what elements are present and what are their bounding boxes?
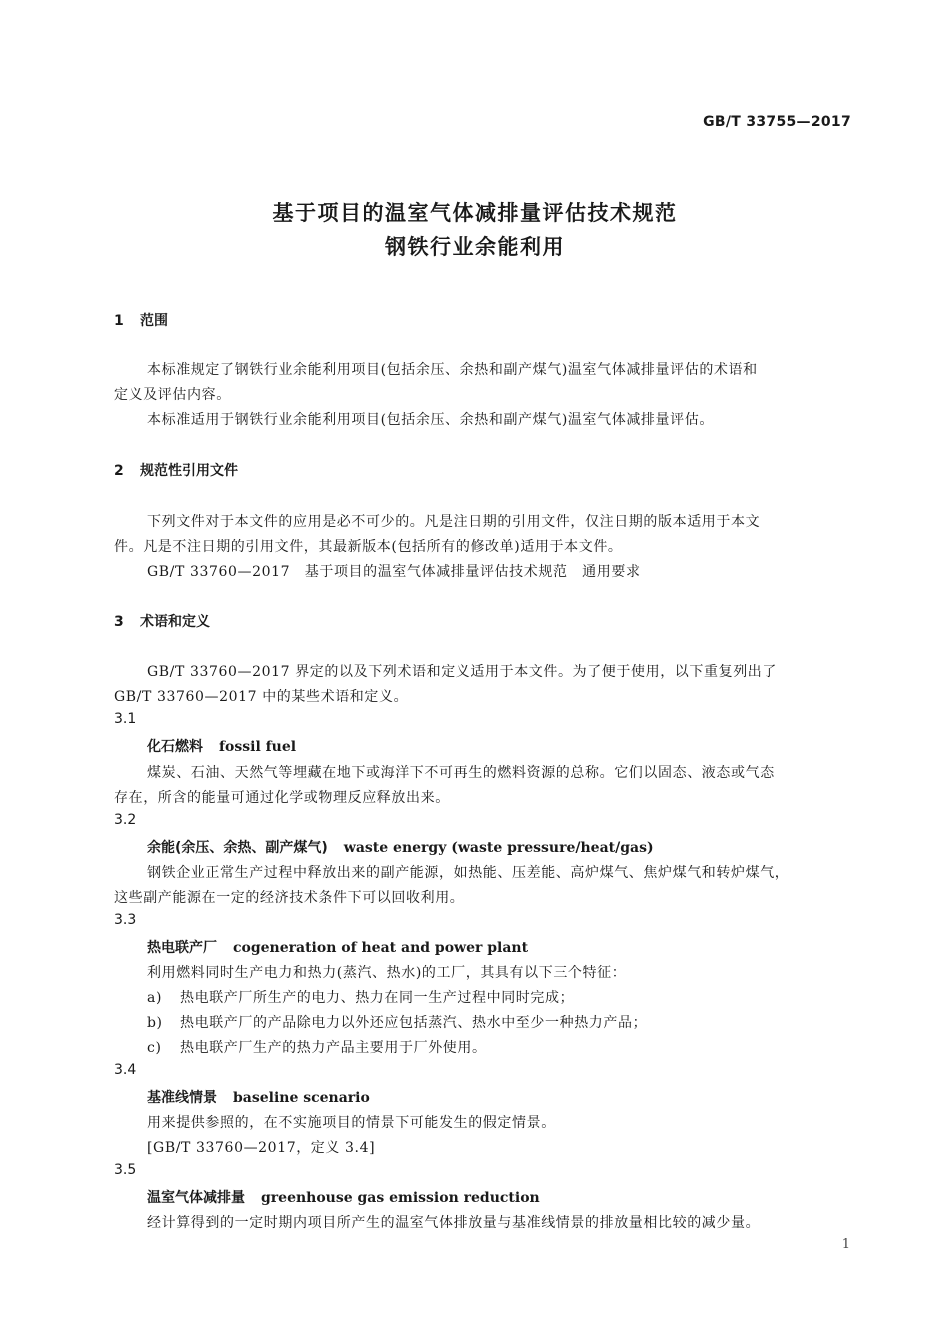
definition-line: 钢铁企业正常生产过程中释放出来的副产能源，如热能、压差能、高炉煤气、焦炉煤气和转炉煤气，: [147, 865, 790, 881]
definition-line: 这些副产能源在一定的经济技术条件下可以回收利用。: [114, 890, 465, 906]
paragraph-line: GB/T 33760—2017 中的某些术语和定义。: [114, 689, 409, 705]
term-heading: [147, 937, 528, 957]
clause-number: 3.3: [114, 912, 137, 928]
definition-line: 存在，所含的能量可通过化学或物理反应释放出来。: [114, 790, 450, 806]
definition-source: [GB/T 33760—2017，定义 3.4]: [147, 1140, 376, 1156]
section-number: 3: [114, 614, 124, 630]
section-title: 规范性引用文件: [140, 463, 238, 479]
normative-reference: GB/T 33760—2017 基于项目的温室气体减排量评估技术规范 通用要求: [147, 564, 641, 580]
term-zh: 基准线情景: [147, 1090, 217, 1106]
term-en: baseline scenario: [233, 1090, 370, 1106]
clause-number: 3.1: [114, 711, 137, 727]
paragraph-line: 本标准适用于钢铁行业余能利用项目(包括余压、余热和副产煤气)温室气体减排量评估。: [147, 412, 714, 428]
section-2-heading: [114, 460, 238, 480]
definition-line: 煤炭、石油、天然气等埋藏在地下或海洋下不可再生的燃料资源的总称。它们以固态、液态或气态: [147, 765, 775, 781]
definition-line: 用来提供参照的，在不实施项目的情景下可能发生的假定情景。: [147, 1115, 556, 1131]
term-heading: [147, 837, 654, 857]
term-zh: 温室气体减排量: [147, 1190, 245, 1206]
list-item: [147, 1037, 487, 1057]
term-en: cogeneration of heat and power plant: [233, 940, 529, 956]
list-item-label: a): [147, 990, 163, 1006]
paragraph-line: 本标准规定了钢铁行业余能利用项目(包括余压、余热和副产煤气)温室气体减排量评估的术语和: [147, 362, 758, 378]
paragraph-line: GB/T 33760—2017 界定的以及下列术语和定义适用于本文件。为了便于使用，以下重复列出了: [147, 664, 777, 680]
section-1-heading: [114, 310, 168, 330]
standard-number: GB/T 33755—2017: [703, 114, 851, 130]
term-zh: 余能(余压、余热、副产煤气): [147, 840, 328, 856]
paragraph-line: 下列文件对于本文件的应用是必不可少的。凡是注日期的引用文件，仅注日期的版本适用于本文: [147, 514, 761, 530]
section-title: 范围: [140, 313, 168, 329]
clause-number: 3.2: [114, 812, 137, 828]
section-title: 术语和定义: [140, 614, 210, 630]
definition-line: 经计算得到的一定时期内项目所产生的温室气体排放量与基准线情景的排放量相比较的减少量。: [147, 1215, 761, 1231]
term-en: fossil fuel: [219, 739, 297, 755]
term-heading: [147, 1187, 540, 1207]
list-item-text: 热电联产厂所生产的电力、热力在同一生产过程中同时完成；: [180, 990, 575, 1006]
list-item: [147, 987, 574, 1007]
list-item-label: c): [147, 1040, 162, 1056]
term-heading: [147, 1087, 370, 1107]
term-zh: 热电联产厂: [147, 940, 217, 956]
list-item: [147, 1012, 647, 1032]
paragraph-line: 定义及评估内容。: [114, 387, 231, 403]
section-number: 1: [114, 313, 124, 329]
term-en: greenhouse gas emission reduction: [261, 1190, 540, 1206]
section-number: 2: [114, 463, 124, 479]
term-heading: [147, 736, 296, 756]
clause-number: 3.5: [114, 1162, 137, 1178]
term-en: waste energy (waste pressure/heat/gas): [343, 840, 654, 856]
section-3-heading: [114, 611, 210, 631]
term-zh: 化石燃料: [147, 739, 203, 755]
list-item-text: 热电联产厂生产的热力产品主要用于厂外使用。: [180, 1040, 487, 1056]
list-item-label: b): [147, 1015, 163, 1031]
paragraph-line: 件。凡是不注日期的引用文件，其最新版本(包括所有的修改单)适用于本文件。: [114, 539, 623, 555]
list-item-text: 热电联产厂的产品除电力以外还应包括蒸汽、热水中至少一种热力产品；: [180, 1015, 648, 1031]
clause-number: 3.4: [114, 1062, 137, 1078]
definition-line: 利用燃料同时生产电力和热力(蒸汽、热水)的工厂，其具有以下三个特征：: [147, 965, 627, 981]
document-title-line1: 基于项目的温室气体减排量评估技术规范: [272, 201, 678, 225]
page-number: 1: [841, 1237, 850, 1252]
document-title-line2: 钢铁行业余能利用: [385, 235, 565, 259]
